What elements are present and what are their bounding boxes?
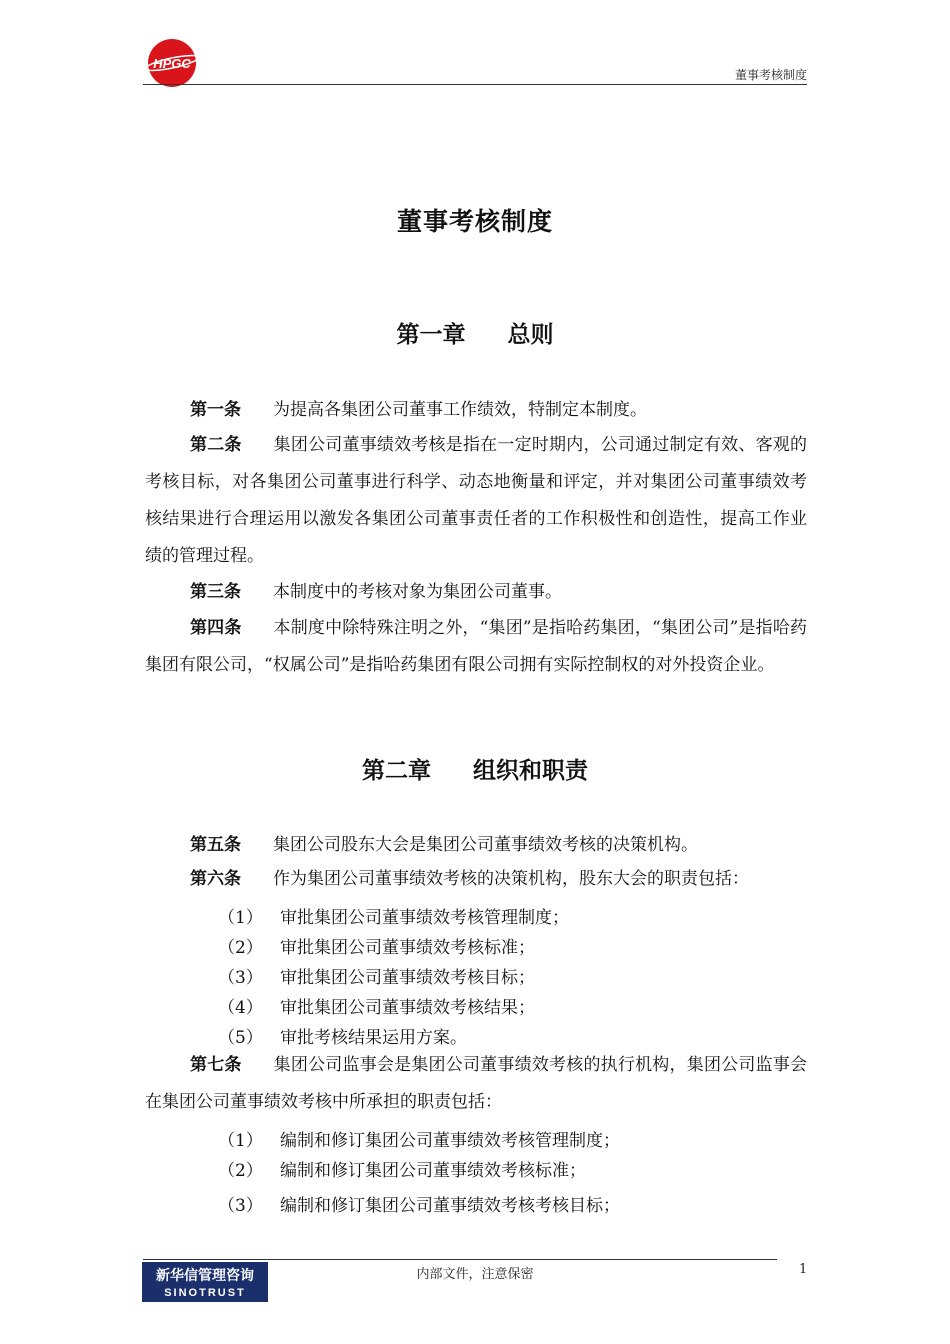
list-item (218, 963, 535, 988)
company-logo (142, 38, 198, 88)
list-item-text: 审批集团公司董事绩效考核结果； (280, 998, 535, 1018)
list-item (218, 933, 535, 958)
list-item-number: （3） (218, 1196, 263, 1216)
article-7 (145, 1047, 807, 1121)
header-title: 董事考核制度 (734, 68, 807, 82)
document-title: 董事考核制度 (396, 207, 553, 236)
article-5-text: 集团公司股东大会是集团公司董事绩效考核的决策机构。 (273, 835, 698, 855)
article-3-text: 本制度中的考核对象为集团公司董事。 (273, 582, 562, 602)
chapter-1-heading (0, 316, 950, 349)
chapter-1-label: 第一章 (396, 321, 466, 348)
article-7-text: 集团公司监事会是集团公司董事绩效考核的执行机构，集团公司监事会在集团公司董事绩效考核中所承担的职责包括： (145, 1055, 808, 1112)
article-2-label: 第二条 (190, 435, 242, 455)
list-item (218, 903, 569, 928)
list-item-number: （5） (218, 1028, 263, 1048)
article-3 (145, 574, 807, 611)
article-6 (145, 861, 807, 898)
article-1-text: 为提高各集团公司董事工作绩效，特制定本制度。 (273, 400, 647, 420)
list-item-number: （2） (218, 938, 263, 958)
list-item-number: （1） (218, 908, 263, 928)
list-item-text: 编制和修订集团公司董事绩效考核考核目标； (280, 1196, 620, 1216)
logo-text: HPGC (153, 56, 191, 71)
list-item-text: 编制和修订集团公司董事绩效考核管理制度； (280, 1131, 620, 1151)
article-6-text: 作为集团公司董事绩效考核的决策机构，股东大会的职责包括： (273, 869, 749, 889)
chapter-2-label: 第二章 (362, 757, 431, 784)
article-2-text: 集团公司董事绩效考核是指在一定时期内，公司通过制定有效、客观的考核目标，对各集团公司董事进行科学、动态地衡量和评定，并对集团公司董事绩效考核结果进行合理运用以激发各集团公司董事责任者的工作积极性和创造性，提高工作业绩的管理过程。 (145, 435, 808, 566)
page-number: 1 (799, 1262, 808, 1277)
article-2 (145, 427, 807, 575)
list-item-text: 审批集团公司董事绩效考核管理制度； (280, 908, 569, 928)
list-item-text: 审批考核结果运用方案。 (280, 1028, 467, 1048)
article-4 (145, 610, 807, 684)
list-item (218, 993, 535, 1018)
list-item-text: 编制和修订集团公司董事绩效考核标准； (280, 1161, 586, 1181)
list-item (218, 1156, 586, 1181)
article-1-label: 第一条 (190, 400, 241, 420)
list-item-text: 审批集团公司董事绩效考核目标； (280, 968, 535, 988)
article-7-label: 第七条 (190, 1055, 242, 1075)
chapter-1-name: 总则 (507, 321, 554, 348)
list-item-number: （3） (218, 968, 263, 988)
list-item-number: （2） (218, 1161, 263, 1181)
chapter-2-heading (0, 752, 950, 785)
logo-line-1: 新华信管理咨询 (156, 1268, 254, 1284)
article-4-label: 第四条 (190, 618, 242, 638)
header-divider (143, 84, 807, 85)
article-6-label: 第六条 (190, 869, 241, 889)
footer-divider (143, 1259, 777, 1260)
article-4-text: 本制度中除特殊注明之外，“集团”是指哈药集团，“集团公司”是指哈药集团有限公司，“权属公司”是指哈药集团有限公司拥有实际控制权的对外投资企业。 (145, 618, 808, 675)
chapter-2-name: 组织和职责 (473, 757, 588, 784)
list-item-number: （4） (218, 998, 263, 1018)
logo-line-2: SINOTRUST (164, 1287, 246, 1299)
article-5 (145, 827, 807, 864)
list-item (218, 1023, 467, 1048)
list-item-number: （1） (218, 1131, 263, 1151)
list-item-text: 审批集团公司董事绩效考核标准； (280, 938, 535, 958)
list-item (218, 1191, 620, 1216)
article-5-label: 第五条 (190, 835, 241, 855)
list-item (218, 1126, 620, 1151)
article-1 (145, 392, 807, 429)
footer-confidential-note: 内部文件，注意保密 (416, 1267, 534, 1282)
article-3-label: 第三条 (190, 582, 241, 602)
